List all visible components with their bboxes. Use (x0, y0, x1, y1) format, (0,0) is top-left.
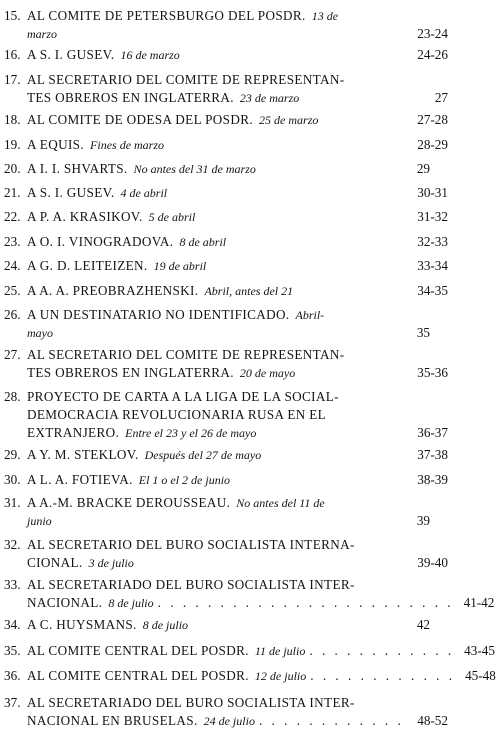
entry-pages: 43-45 (464, 643, 495, 658)
entry-date: 5 de abril (148, 210, 196, 224)
entry-date: Entre el 23 y el 26 de mayo (125, 426, 257, 440)
entry-title: AL COMITE DE PETERSBURGO DEL POSDR. (27, 8, 306, 23)
entry-date: 8 de abril (179, 235, 227, 249)
entry-title: AL COMITE DE ODESA DEL POSDR. (27, 112, 254, 127)
entry-title: A P. A. KRASIKOV. (27, 209, 143, 224)
entry-title: A A.-M. BRACKE DEROUSSEAU. (27, 495, 231, 510)
entry-body (27, 576, 495, 612)
entry-number: 19. (4, 137, 21, 152)
entry-number: 31. (4, 495, 21, 510)
entry-body (27, 282, 448, 300)
entry-pages: 36-37 (417, 425, 448, 440)
entry-body (27, 184, 448, 202)
entry-pages: 39 (416, 513, 430, 528)
entry-date: 23 de marzo (239, 91, 300, 105)
entry-body (27, 536, 448, 572)
entry-title: EXTRANJERO. (27, 425, 120, 440)
entry-title: A Y. M. STEKLOV. (27, 447, 139, 462)
entry-title: NACIONAL. (27, 595, 103, 610)
entry-number: 30. (4, 472, 21, 487)
entry-title: AL SECRETARIO DEL COMITE DE REPRESENTAN- (27, 72, 345, 87)
entry-date: No antes del 31 de marzo (133, 162, 256, 176)
entry-body (27, 388, 448, 442)
entry-number: 34. (4, 617, 21, 632)
entry-title: A C. HUYSMANS. (27, 617, 137, 632)
leader-dots: . . . . . . . . . . . . (309, 643, 455, 658)
entry-pages: 35 (416, 325, 430, 340)
entry-number: 29. (4, 447, 21, 462)
entry-pages: 27-28 (417, 112, 448, 127)
leader-dots: . . . . . . . . . . . . . . . . . . . . . . . . (157, 595, 454, 610)
entry-date: No antes del 11 de (236, 496, 325, 510)
entry-title: A A. A. PREOBRAZHENSKI. (27, 283, 199, 298)
entry-title: A EQUIS. (27, 137, 85, 152)
entry-title: AL SECRETARIADO DEL BURO SOCIALISTA INTER- (27, 577, 355, 592)
entry-number: 26. (4, 307, 21, 322)
entry-date: Fines de marzo (90, 138, 165, 152)
entry-date: 8 de julio (108, 596, 154, 610)
entry-body (27, 346, 448, 382)
entry-pages: 33-34 (417, 258, 448, 273)
entry-date: 3 de julio (88, 556, 134, 570)
entry-number: 21. (4, 185, 21, 200)
entry-pages: 24-26 (417, 47, 448, 62)
entry-number: 15. (4, 8, 21, 23)
entry-title: A G. D. LEITEIZEN. (27, 258, 148, 273)
entry-title: AL COMITE CENTRAL DEL POSDR. (27, 668, 249, 683)
entry-pages: 27 (434, 90, 448, 105)
entry-title: DEMOCRACIA REVOLUCIONARIA RUSA EN EL (27, 407, 327, 422)
entry-title: CIONAL. (27, 555, 83, 570)
entry-date: 11 de julio (254, 644, 306, 658)
entry-body (27, 160, 448, 178)
entry-pages: 48-52 (417, 713, 448, 728)
entry-body (27, 616, 448, 634)
entry-number: 16. (4, 47, 21, 62)
entry-body (27, 667, 496, 685)
entry-body (27, 208, 448, 226)
entry-pages: 39-40 (417, 555, 448, 570)
entry-date: 20 de mayo (239, 366, 296, 380)
entry-title: NACIONAL EN BRUSELAS. (27, 713, 198, 728)
entry-body (27, 257, 448, 275)
entry-title: PROYECTO DE CARTA A LA LIGA DE LA SOCIAL- (27, 389, 339, 404)
entry-date: 25 de marzo (259, 113, 319, 127)
entry-date: 8 de julio (142, 618, 189, 632)
entry-date: Abril, antes del 21 (204, 284, 294, 298)
entry-pages: 41-42 (463, 595, 495, 610)
entry-body (27, 494, 448, 530)
leader-dots: . . . . . . . . . . . . (310, 668, 456, 683)
entry-date: El 1 o el 2 de junio (138, 473, 231, 487)
entry-title: A L. A. FOTIEVA. (27, 472, 133, 487)
entry-title: A I. I. SHVARTS. (27, 161, 128, 176)
entry-date: junio (27, 514, 52, 528)
entry-title: AL COMITE CENTRAL DEL POSDR. (27, 643, 249, 658)
entry-title: A S. I. GUSEV. (27, 47, 115, 62)
entry-title: AL SECRETARIADO DEL BURO SOCIALISTA INTER- (27, 695, 355, 710)
entry-pages: 42 (416, 617, 430, 632)
entry-pages: 28-29 (417, 137, 448, 152)
entry-title: AL SECRETARIO DEL COMITE DE REPRESENTAN- (27, 347, 345, 362)
entry-date: 12 de julio (254, 669, 307, 683)
entry-date: marzo (27, 27, 58, 41)
entry-pages: 37-38 (417, 447, 448, 462)
entry-number: 24. (4, 258, 21, 273)
entry-number: 20. (4, 161, 21, 176)
entry-pages: 38-39 (417, 472, 448, 487)
entry-date: Abril- (295, 308, 325, 322)
entry-number: 32. (4, 537, 21, 552)
entry-body (27, 471, 448, 489)
entry-pages: 35-36 (417, 365, 448, 380)
entry-body (27, 306, 448, 342)
entry-body (27, 233, 448, 251)
entry-body (27, 111, 448, 129)
entry-number: 22. (4, 209, 21, 224)
entry-date: 4 de abril (120, 186, 168, 200)
entry-number: 27. (4, 347, 21, 362)
entry-body (27, 71, 448, 107)
entry-date: 13 de (311, 9, 339, 23)
entry-date: 16 de marzo (120, 48, 180, 62)
entry-date: Después del 27 de mayo (144, 448, 262, 462)
entry-date: 24 de julio (203, 714, 255, 728)
leader-dots: . . . . . . . . . . . . (258, 713, 404, 728)
entry-number: 28. (4, 389, 21, 404)
entry-pages: 23-24 (417, 26, 448, 41)
entry-number: 37. (4, 695, 21, 710)
entry-number: 17. (4, 72, 21, 87)
entry-title: AL SECRETARIO DEL BURO SOCIALISTA INTERNA- (27, 537, 355, 552)
entry-number: 33. (4, 577, 21, 592)
entry-title: A UN DESTINATARIO NO IDENTIFICADO. (27, 307, 290, 322)
entry-body (27, 694, 448, 730)
entry-pages: 29 (416, 161, 430, 176)
entry-pages: 45-48 (465, 668, 496, 683)
entry-date: 19 de abril (153, 259, 207, 273)
entry-body (27, 7, 448, 43)
entry-body (27, 46, 448, 64)
entry-title: A O. I. VINOGRADOVA. (27, 234, 174, 249)
entry-pages: 34-35 (417, 283, 448, 298)
entry-number: 35. (4, 643, 21, 658)
entry-body (27, 446, 448, 464)
entry-title: A S. I. GUSEV. (27, 185, 115, 200)
entry-number: 23. (4, 234, 21, 249)
entry-number: 18. (4, 112, 21, 127)
entry-title: TES OBREROS EN INGLATERRA. (27, 90, 234, 105)
entry-number: 36. (4, 668, 21, 683)
entry-pages: 31-32 (417, 209, 448, 224)
entry-body (27, 642, 495, 660)
entry-pages: 32-33 (417, 234, 448, 249)
entry-date: mayo (27, 326, 53, 340)
entry-number: 25. (4, 283, 21, 298)
entry-body (27, 136, 448, 154)
entry-pages: 30-31 (417, 185, 448, 200)
entry-title: TES OBREROS EN INGLATERRA. (27, 365, 234, 380)
